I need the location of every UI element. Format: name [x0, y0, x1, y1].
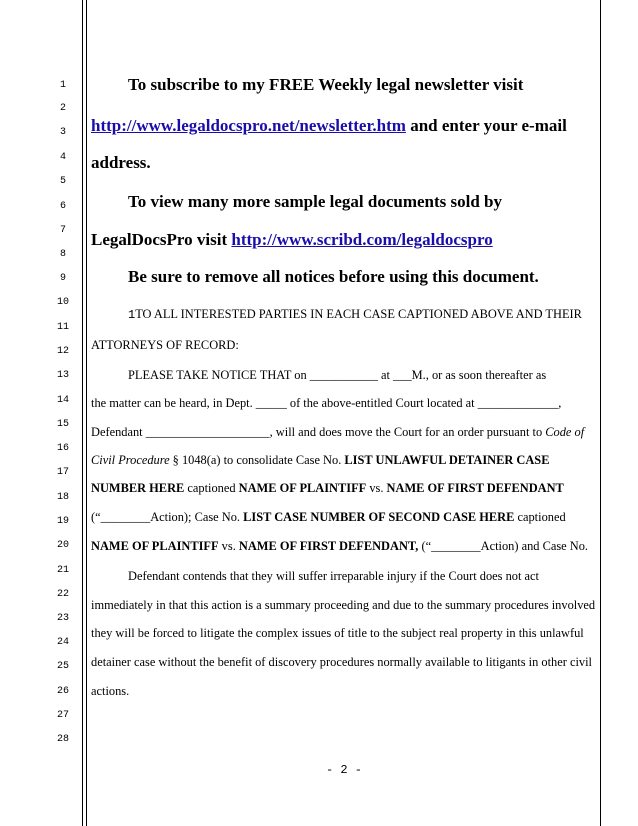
line-number: 1: [59, 80, 66, 91]
body-line-21: Defendant contends that they will suffer irreparable injury if the Court does not act: [128, 569, 539, 583]
subscribe-continued: and enter your e-mail: [405, 116, 567, 135]
line-number: 4: [59, 152, 66, 163]
body-line-20: [91, 539, 588, 554]
line-number: 24: [56, 637, 69, 648]
line-number: 26: [56, 686, 69, 697]
section-text: § 1048(a) to consolidate Case No.: [169, 453, 345, 467]
line-number: 7: [59, 225, 66, 236]
line-number: 11: [56, 322, 69, 333]
line-number: 12: [56, 346, 69, 357]
body-line-10: [128, 307, 582, 322]
line-number: 15: [56, 419, 69, 430]
line-number: 21: [56, 565, 69, 576]
body-line-15: [91, 425, 584, 440]
vs-text: vs.: [366, 481, 387, 495]
body-line-24: they will be forced to litigate the complex issues of title to the subject real property in this unlawful: [91, 626, 584, 640]
vs-text-2: vs.: [218, 539, 239, 553]
line-number: 6: [59, 201, 66, 212]
case-number-placeholder: LIST UNLAWFUL DETAINER CASE: [344, 453, 550, 467]
line-number: 18: [56, 492, 69, 503]
line-number: 20: [56, 540, 69, 551]
view-line-2: [91, 230, 493, 250]
salutation-text: TO ALL INTERESTED PARTIES IN EACH CASE CAPTIONED ABOVE AND THEIR: [135, 307, 582, 321]
defendant-placeholder-2: NAME OF FIRST DEFENDANT,: [238, 539, 419, 553]
line-number: 27: [56, 710, 69, 721]
line-number: 14: [56, 395, 69, 406]
second-case-placeholder: LIST CASE NUMBER OF SECOND CASE HERE: [243, 510, 515, 524]
line-number: 5: [59, 176, 66, 187]
line-number: 23: [56, 613, 69, 624]
view-continued: LegalDocsPro visit: [91, 230, 232, 249]
line-number: 2: [59, 103, 66, 114]
line-number: 10: [56, 297, 69, 308]
defendant-text: Defendant ____________________, will and does move the Court for an order pursuant to: [91, 425, 546, 439]
line-number: 28: [56, 734, 69, 745]
view-notice: To view many more sample legal documents sold by: [128, 192, 503, 211]
body-line-19: [91, 510, 566, 525]
captioned-text-2: captioned: [514, 510, 566, 524]
civil-procedure-text: Civil Procedure: [91, 453, 170, 467]
code-of-text: Code of: [545, 425, 585, 439]
body-line-13: PLEASE TAKE NOTICE THAT on ___________ at ___M., or as soon thereafter as: [128, 368, 547, 382]
address-text: address.: [91, 153, 151, 172]
line-number: 13: [56, 370, 69, 381]
body-line-26: actions.: [91, 684, 130, 698]
action-text-2: (“________Action) and Case No.: [418, 539, 588, 553]
newsletter-link[interactable]: http://www.legaldocspro.net/newsletter.htm: [91, 116, 406, 135]
line-number: 22: [56, 589, 69, 600]
line-number: 3: [59, 127, 66, 138]
line-number: 16: [56, 443, 69, 454]
page-number: - 2 -: [326, 763, 363, 777]
captioned-text: captioned: [184, 481, 239, 495]
defendant-placeholder: NAME OF FIRST DEFENDANT: [386, 481, 564, 495]
plaintiff-placeholder: NAME OF PLAINTIFF: [238, 481, 367, 495]
left-margin-line-inner: [86, 0, 87, 826]
case-number-placeholder-2: NUMBER HERE: [91, 481, 185, 495]
line-number: 17: [56, 467, 69, 478]
subscribe-line-2: [91, 116, 567, 136]
action-text: (“________Action); Case No.: [91, 510, 244, 524]
body-line-17: [91, 453, 549, 468]
remove-notice: Be sure to remove all notices before using this document.: [128, 267, 539, 286]
footnote-marker: 1: [128, 308, 136, 322]
subscribe-notice: To subscribe to my FREE Weekly legal newsletter visit: [128, 75, 524, 94]
body-line-22: immediately in that this action is a summary proceeding and due to the summary procedures involved: [91, 598, 596, 612]
left-margin-line-outer: [82, 0, 83, 826]
line-number: 8: [59, 249, 66, 260]
body-line-12: ATTORNEYS OF RECORD:: [91, 338, 239, 352]
line-number: 19: [56, 516, 69, 527]
scribd-link[interactable]: http://www.scribd.com/legaldocspro: [231, 230, 493, 249]
line-number: 9: [59, 273, 66, 284]
right-margin-line: [600, 0, 601, 826]
plaintiff-placeholder-2: NAME OF PLAINTIFF: [91, 539, 219, 553]
body-line-14: the matter can be heard, in Dept. _____ of the above-entitled Court located at _____________,: [91, 396, 562, 410]
body-line-18: [91, 481, 564, 496]
body-line-25: detainer case without the benefit of discovery procedures normally available to litigants in other civil: [91, 655, 592, 669]
line-number: 25: [56, 661, 69, 672]
